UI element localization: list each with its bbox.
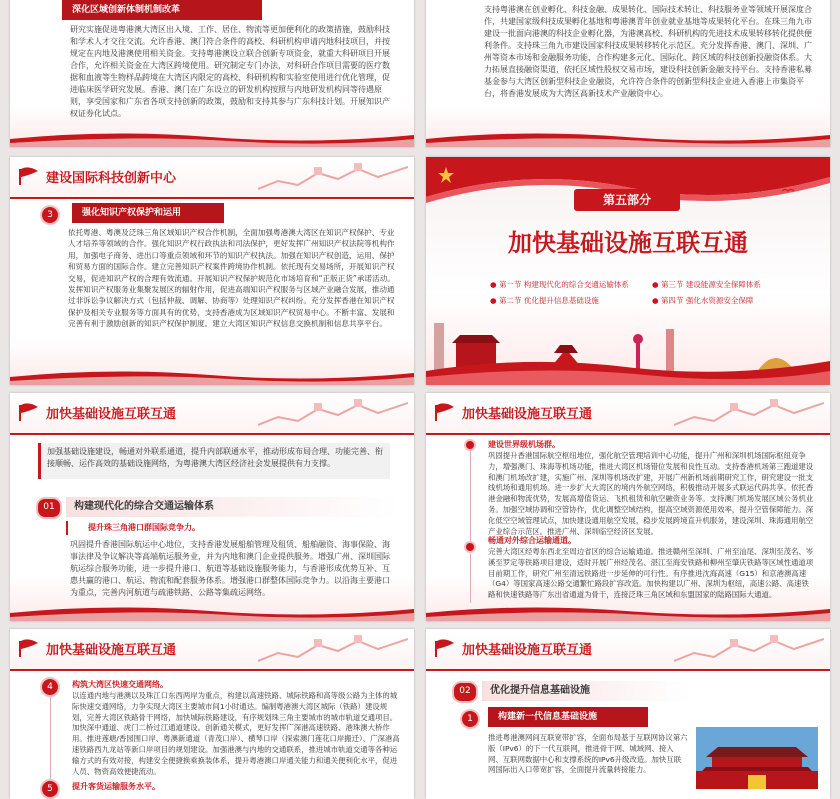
toc-label: 第三节 建设能源安全保障体系 [660, 280, 761, 289]
section-heading: 构建现代化的综合交通运输体系 [66, 497, 398, 517]
footer-wave [10, 129, 414, 147]
toc-bullet-icon: ● [652, 296, 661, 305]
left-rule [50, 681, 51, 791]
point-2-title: 提升客货运输服务水平。 [72, 782, 160, 791]
footer-wave [426, 603, 830, 621]
slide-header [426, 629, 830, 671]
section-body-text: 依托粤港、粤澳及泛珠三角区域知识产权合作机制，全面加强粤港澳大湾区在知识产权保护、专业人才培养等领域的合作。强化知识产权行政执法和司法保护，更好发挥广州知识产权法院等机构作用，加强电子商务、进出口等重点领域和环节的知识产权执法。加强在知识产权创造、运用、保护和贸易方面的国际合作。建立完善知识产权案件跨境协作机制。依托现有交易场所，开展知识产权交易，促进知识产权的合理有效流通。开展知识产权保护规范化市场培育和“正版正货”承诺活动。发挥知识产权服务业集聚发展区的辐射作用，促进高端知识产权服务与区域产业融合发展，推动通过非诉讼争议解决方式（包括仲裁、调解、协商等）处理知识产权纠纷。充分发挥香港在知识产权保护及相关专业服务等方面具有的优势，支持香港成为区域知识产权贸易中心。不断丰富、发展和完善有利于激励创新的知识产权保护制度。建立大湾区知识产权信息交换机制和信息共享平台。 [68, 228, 395, 329]
section-body-text: 支持粤港澳在创业孵化、科技金融、成果转化、国际技术转让、科技服务业等领域开展深度合作，共建国家级科技成果孵化基地和粤港澳青年创业就业基地等成果转化平台。在珠三角九市建设一批面向港澳的科技企业孵化器，为港澳高校、科研机构的先进技术成果转移转化提供便利条件。支持珠三角九市建设国家科技成果转移转化示范区。充分发挥香港、澳门、深圳、广州等资本市场和金融服务功能，合作构建多元化、国际化、跨区域的科技创新投融资体系。大力拓展直接融资渠道，依托区域性股权交易市场，建设科技创新金融支持平台。支持香港私募基金参与大湾区创新型科技企业融资，允许符合条件的创新型科技企业进入香港上市集资平台，将香港发展成为大湾区高新技术产业融资中心。 [484, 5, 812, 98]
party-flag-icon [18, 637, 40, 659]
timeline-dot-2 [464, 541, 476, 553]
section-number-badge-2: 5 [40, 779, 60, 799]
slide-header [426, 393, 830, 435]
slide-title: 加快基础设施互联互通 [46, 407, 177, 422]
section-number-badge: 01 [36, 497, 62, 519]
slide-tech-finance[interactable] [426, 0, 830, 147]
party-flag-icon [18, 401, 40, 423]
slide-part-five-cover[interactable] [426, 157, 830, 385]
section-number-badge: 3 [40, 205, 60, 225]
slide-transport-system[interactable] [10, 393, 414, 621]
toc-bullet-icon: ● [652, 280, 661, 289]
great-wall-icon [674, 633, 824, 665]
city-skyline-illustration [426, 309, 830, 385]
section-heading-band: 深化区域创新体制机制改革 [62, 0, 262, 20]
point-1-text: 巩固提升香港国际航空枢纽地位，强化航空管理培训中心功能，提升广州和深圳机场国际枢纽竞争力，增强澳门、珠海等机场功能，推进大湾区机场错位发展和良性互动。支持香港机场第三跑道建设和澳门机场改扩建，实施广州、深圳等机场改扩建，开展广州新机场前期研究工作，研究建设一批支线机场和通用机场。进一步扩大大湾区的境内外航空网络，积极推动开展多式联运代码共享。依托香港金融和物流优势，发展高增值货运、飞机租赁和航空融资业务等。支持澳门机场发展区域公务机业务。加强空域协调和空管协作，优化调整空域结构，提高空域资源使用效率，提升空管保障能力。深化低空空域管理试点，加快建设通用航空发展，稳步发展跨境直升机服务，建设深圳、珠海通用航空产业综合示范区。推进广州、深圳临空经济区发展。 [488, 451, 814, 536]
slide-title: 加快基础设施互联互通 [462, 643, 593, 658]
subsection-number-badge: 1 [460, 709, 480, 729]
slide-title: 加快基础设施互联互通 [462, 407, 593, 422]
toc-item-4[interactable] [652, 295, 753, 306]
point-1-text: 以连通内地与港澳以及珠江口东西两岸为重点，构建以高速铁路、城际铁路和高等级公路为主体的城际快速交通网络，力争实现大湾区主要城市间1小时通达。编制粤港澳大湾区城际（铁路）建设规划，完善大湾区铁路骨干网络，加快城际铁路建设，有序规划珠三角主要城市的城市轨道交通项目。加快深中通道、虎门二桥过江通道建设。创新通关模式，更好发挥广深港高速铁路、港珠澳大桥作用。推进莲塘/香园围口岸、粤澳新通道（青茂口岸）、横琴口岸（探索澳门莲花口岸搬迁）、广深港高速铁路西九龙站等新口岸项目的规划建设。加强港澳与内地的交通联系，推进城市轨道交通等各种运输方式的有效对接，构建安全便捷换乘换装体系，提升粤港澳口岸通关能力和通关便利化水平，促进人员、物资高效便捷流动。 [72, 691, 400, 776]
intro-box [38, 443, 390, 479]
toc-item-2[interactable] [652, 279, 761, 290]
section-heading-band: 强化知识产权保护和运用 [72, 203, 224, 223]
party-flag-icon [18, 165, 40, 187]
intro-text: 加强基础设施建设，畅通对外联系通道，提升内部联通水平，推动形成布局合理、功能完善、衔接顺畅、运作高效的基础设施网络，为粤港澳大湾区经济社会发展提供有力支撑。 [47, 447, 383, 468]
point-1-title: 构筑大湾区快速交通网络。 [72, 680, 168, 689]
section-body-text: 巩固提升香港国际航运中心地位，支持香港发展船舶管理及租赁、船舶融资、海事保险、海事法律及争议解决等高端航运服务业，并为内地和澳门企业提供服务。增强广州、深圳国际航运综合服务功能，进一步提升港口、航道等基础设施服务能力，与香港形成优势互补、互惠共赢的港口、航运、物流和配套服务体系。增强港口群整体国际竞争力。以沿海主要港口为重点，完善内河航道与疏港铁路、公路等集疏运网络。 [70, 540, 390, 597]
great-wall-icon [674, 397, 824, 429]
great-wall-icon [258, 161, 408, 193]
toc-label: 第二节 优化提升信息基础设施 [498, 296, 599, 305]
part-label: 第五部分 [574, 189, 680, 211]
slide-airports-corridors[interactable] [426, 393, 830, 621]
section-heading: 优化提升信息基础设施 [482, 681, 690, 701]
subsection-heading-band: 构建新一代信息基础设施 [488, 707, 648, 727]
subheading-bar: 提升珠三角港口群国际竞争力。 [66, 521, 288, 535]
toc-bullet-icon: ● [490, 280, 499, 289]
birds-icon [726, 171, 806, 201]
slide-info-infrastructure[interactable] [426, 629, 830, 799]
point-1-title: 建设世界级机场群。 [488, 440, 560, 449]
toc-item-3[interactable] [490, 295, 599, 306]
toc-bullet-icon: ● [490, 296, 499, 305]
part-title: 加快基础设施互联互通 [508, 229, 748, 257]
slide-title: 加快基础设施互联互通 [46, 643, 177, 658]
slide-ip-protection[interactable] [10, 157, 414, 385]
section-body-text: 推进粤港澳网间互联宽带扩容，全面布局基于互联网协议第六版（IPv6）的下一代互联网，推进骨干网、城域网、接入网、互联网数据中心和支撑系统的IPv6升级改造。加快互联网国际出入口带宽扩容，全面提升流量转接能力。 [488, 733, 688, 775]
footer-wave [10, 367, 414, 385]
toc-label: 第一节 构建现代化的综合交通运输体系 [498, 280, 629, 289]
footer-wave [10, 603, 414, 621]
section-number-badge: 4 [40, 677, 60, 697]
point-2-title: 畅通对外综合运输通道。 [488, 536, 576, 545]
point-2-text: 完善大湾区经粤东西北至周边省区的综合运输通道。推进赣州至深圳、广州至汕尾、深圳至茂名、岑溪至罗定等铁路项目建设，适时开展广州经茂名、湛江至海安铁路和柳州至肇庆铁路等区域性通道项目前期工作，研究广州至清远铁路进一步延伸的可行性。有序推进沈海高速（G15）和京港澳高速（G4）等国家高速公路交通繁忙路段扩容改造。加快构建以广州、深圳为枢纽，高速公路、高速铁路和快速铁路等广东出省通道为骨干，连接泛珠三角区域和东盟国家的陆路国际大通道。 [488, 547, 814, 600]
great-wall-icon [258, 397, 408, 429]
great-wall-icon [258, 633, 408, 665]
slide-header [10, 393, 414, 435]
toc-item-1[interactable] [490, 279, 629, 290]
slide-header [10, 157, 414, 199]
slide-innovation-reform[interactable] [10, 0, 414, 147]
section-number-badge: 02 [452, 681, 478, 703]
section-body-text: 研究实施促进粤港澳大湾区出入境、工作、居住、物流等更加便利化的政策措施，鼓励科技和学术人才交往交流。允许香港、澳门符合条件的高校、科研机构申请内地科技项目，并按规定在内地及港澳使用相关资金。支持粤港澳设立联合创新专项资金，就重大科研项目开展合作，允许相关资金在大湾区跨境使用。研究制定专门办法，对科研合作项目需要的医疗数据和血液等生物样品跨境在大湾区内限定的高校、科研机构和实验室使用进行优化管理，促进临床医学研究发展。香港、澳门在广东设立的研发机构按照与内地研发机构同等待遇原则，享受国家和广东省各项支持创新的政策，鼓励和支持其参与广东科技计划。开展知识产权证券化试点。 [70, 25, 390, 118]
slide-rapid-transit[interactable] [10, 629, 414, 799]
timeline-dot-1 [464, 439, 476, 451]
party-flag-icon [434, 637, 456, 659]
footer-wave [426, 129, 830, 147]
tiananmen-photo [696, 727, 818, 789]
party-flag-icon [434, 401, 456, 423]
slide-header [10, 629, 414, 671]
slide-title: 建设国际科技创新中心 [46, 171, 177, 186]
timeline-line [470, 443, 471, 603]
toc-label: 第四节 强化水资源安全保障 [660, 296, 754, 305]
